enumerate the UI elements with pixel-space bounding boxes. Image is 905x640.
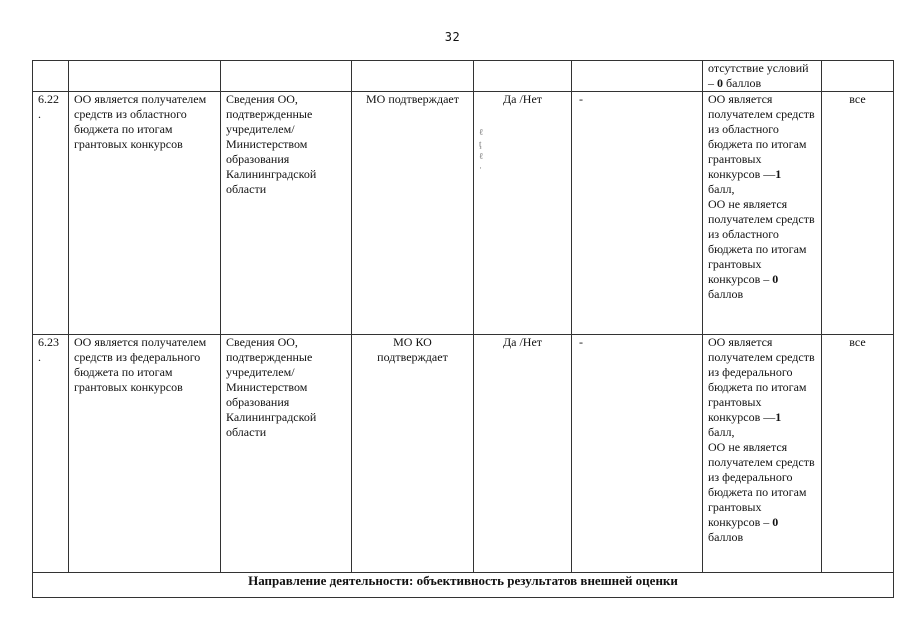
dash-cell: - [572, 92, 703, 335]
yes-no-cell: Да /Нет [474, 92, 572, 335]
table-row [33, 335, 894, 573]
cont-yesno-cell [474, 61, 572, 92]
yes-no-cell: Да /Нет [474, 335, 572, 573]
cont-score-line2: – 0 баллов [708, 76, 762, 90]
cont-applies-cell [822, 61, 894, 92]
score-cell: ОО является получателем средств из областного бюджета по итогам грантовых конкурсов —1 балл, ОО не является получателем средств из областного бюджета по итогам грантовых конкурсов – 0 баллов [703, 92, 822, 335]
indicator-cell: ОО является получателем средств из федерального бюджета по итогам грантовых конкурсов [69, 335, 221, 573]
applies-cell: все [822, 92, 894, 335]
cont-num-cell [33, 61, 69, 92]
cont-source-cell [221, 61, 352, 92]
source-cell: Сведения ОО, подтвержденные учредителем/ Министерством образования Калининградской области [221, 335, 352, 573]
row-number: 6.23 . [33, 335, 69, 573]
score-cell: ОО является получателем средств из федерального бюджета по итогам грантовых конкурсов —1 балл, ОО не является получателем средств из федерального бюджета по итогам грантовых конкурсов – 0 баллов [703, 335, 822, 573]
cont-indicator-cell [69, 61, 221, 92]
dash-cell: - [572, 335, 703, 573]
table-row-continuation [33, 61, 894, 92]
criteria-table [32, 60, 894, 598]
cont-score-cell [703, 61, 822, 92]
cont-confirm-cell [352, 61, 474, 92]
scan-specks: ℓ ţ ℓ · [479, 127, 484, 173]
table-row [33, 92, 894, 335]
cont-score-line1: отсутствие условий [708, 61, 809, 75]
row-number: 6.22 . [33, 92, 69, 335]
cont-dash-cell [572, 61, 703, 92]
confirm-cell: МО подтверждает [352, 92, 474, 335]
section-heading-row [33, 573, 894, 598]
confirm-cell: МО КО подтверждает [352, 335, 474, 573]
indicator-cell: ОО является получателем средств из областного бюджета по итогам грантовых конкурсов [69, 92, 221, 335]
page-number: 32 [444, 30, 461, 44]
section-heading: Направление деятельности: объективность результатов внешней оценки [33, 573, 894, 598]
applies-cell: все [822, 335, 894, 573]
source-cell: Сведения ОО, подтвержденные учредителем/ Министерством образования Калининградской области [221, 92, 352, 335]
